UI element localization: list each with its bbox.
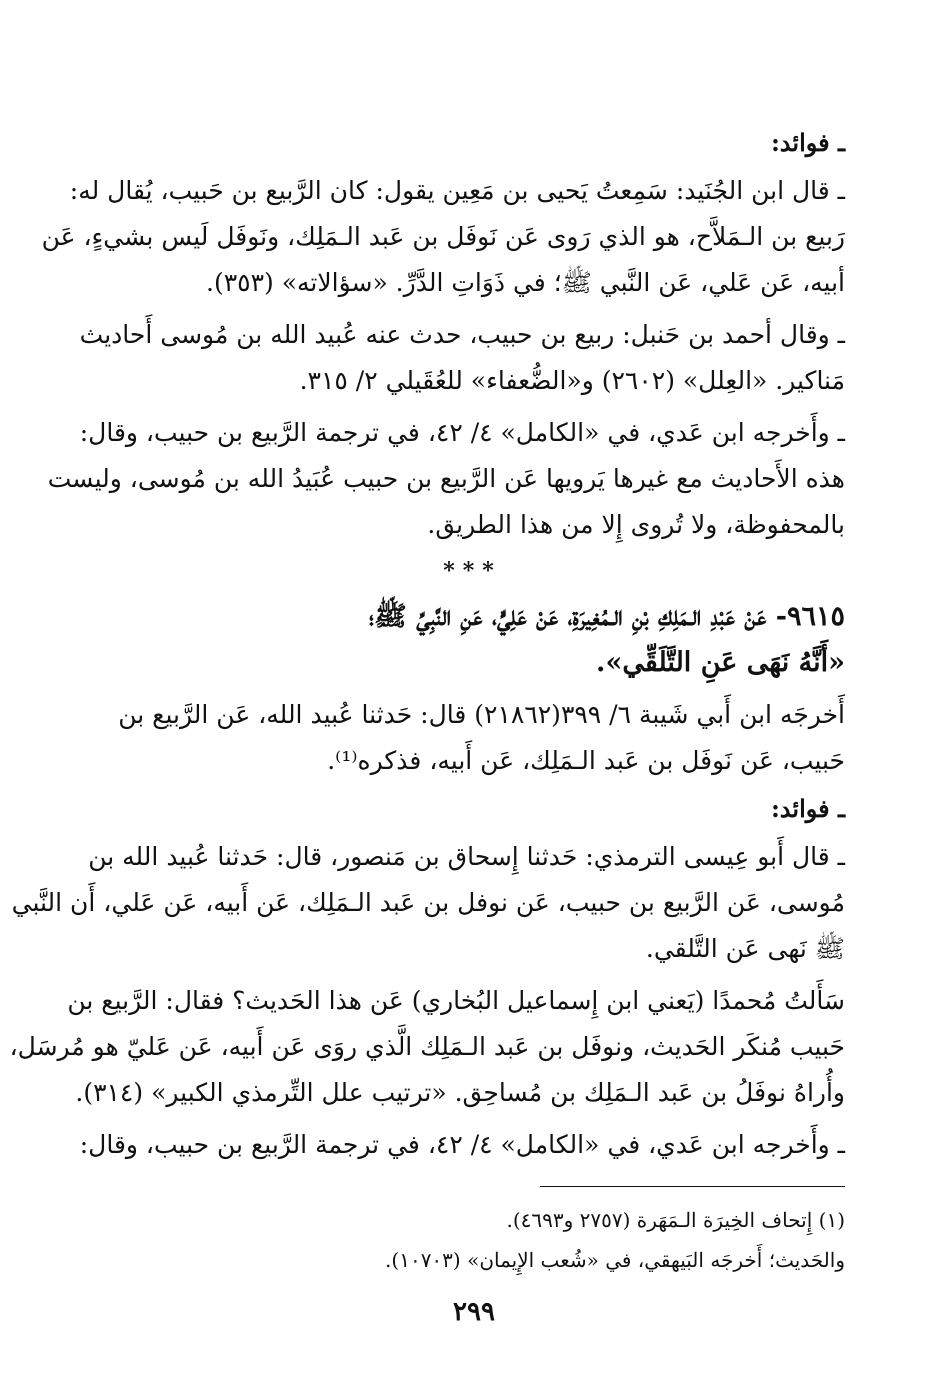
text-line: ـ وأَخرجه ابن عَدي، في «الكامل» ٤/ ٤٢، في ترجمة الرَّبيع بن حبيب، وقال: xyxy=(79,1130,845,1159)
text-line: حَبيب مُنكَر الحَديث، ونوفَل بن عَبد الـمَلِك الَّذي روَى عَن أَبيه، عَن عَليّ هو مُرسَل، xyxy=(9,1032,845,1061)
paragraph-ahmad-ibn-hanbal xyxy=(79,312,845,404)
text-line: سَأَلتُ مُحمدًا (يَعني ابن إِسماعيل البُخاري) عَن هذا الحَديث؟ فقال: الرَّبيع بن xyxy=(67,986,845,1015)
section-heading-benefits: ـ فوائد: xyxy=(770,128,845,157)
text-line: مَناكير. «العِلل» (٢٦٠٢) و«الضُّعفاء» للعُقَيلي ٢/ ٣١٥. xyxy=(299,366,845,395)
text-line: ﷺ نَهى عَن التَّلقي. xyxy=(645,934,845,963)
text-line: ـ وأَخرجه ابن عَدي، في «الكامل» ٤/ ٤٢، في ترجمة الرَّبيع بن حبيب، وقال: xyxy=(79,418,845,447)
text-line: رَبيع بن الـمَلاَّح، هو الذي رَوى عَن نَوفَل بن عَبد الـمَلِك، ونَوفَل لَيس بشيءٍ، عَن xyxy=(41,222,845,251)
hadith-line: «أَنَّهُ نَهَى عَنِ التَّلَقِّي». xyxy=(596,647,845,678)
paragraph-takhrij xyxy=(100,692,845,784)
paragraph-ibn-adi xyxy=(47,410,845,548)
text-line: حَبيب، عَن نَوفَل بن عَبد الـمَلِك، عَن أَبيه، فذكره⁽¹⁾. xyxy=(327,746,845,775)
text-line: ـ قال أَبو عِيسى الترمذي: حَدثنا إِسحاق بن مَنصور، قال: حَدثنا عُبيد الله بن xyxy=(88,842,845,871)
section-separator: *** xyxy=(443,558,502,584)
page-body xyxy=(9,118,845,1168)
paragraph-tirmidhi xyxy=(11,834,845,972)
text-line: مُوسى، عَن الرَّبيع بن حبيب، عَن نوفل بن عَبد الـمَلِك، عَن أَبيه، عَن عَلي، أَن النَّبي xyxy=(11,888,845,917)
hadith-text xyxy=(100,594,845,686)
text-line: أَخرجَه ابن أَبي شَيبة ٦/ ٣٩٩(٢١٨٦٢) قال: حَدثنا عُبيد الله، عَن الرَّبيع بن xyxy=(118,700,845,729)
text-line: أبيه، عَن عَلي، عَن النَّبي ﷺ؛ في ذَوَاتِ الدَّرِّ. «سؤالاته» (٣٥٣). xyxy=(206,268,845,297)
hadith-line: ٩٦١٥- عَنْ عَبْدِ الـمَلِكِ بْنِ الـمُغِيرَةِ، عَنْ عَلِيٍّ، عَنِ النَّبِيِّ ﷺ؛ xyxy=(368,601,845,632)
footnote-divider xyxy=(540,1186,845,1187)
page-number: ٢٩٩ xyxy=(453,1297,495,1327)
text-line: وأُراهُ نوفَلُ بن عَبد الـمَلِك بن مُساحِق. «ترتيب علل التِّرمذي الكبير» (٣١٤). xyxy=(75,1078,845,1107)
text-line: هذه الأَحاديث مع غيرها يَرويها عَن الرَّبيع بن حبيب عُبَيدُ الله بن مُوسى، وليست xyxy=(47,464,845,493)
footnotes xyxy=(100,1200,845,1280)
paragraph-ibn-adi-2 xyxy=(79,1122,845,1168)
text-line: بالمحفوظة، ولا تُروى إِلا من هذا الطريق. xyxy=(427,510,845,539)
paragraph-ibn-junayd xyxy=(41,168,845,306)
footnote-line: والحَديث؛ أَخرجَه البَيهقي، في «شُعب الإِيمان» (١٠٧٠٣). xyxy=(385,1248,845,1272)
section-heading-benefits: ـ فوائد: xyxy=(770,794,845,823)
text-line: ـ قال ابن الجُنَيد: سَمِعتُ يَحيى بن مَعِين يقول: كان الرَّبيع بن حَبيب، يُقال له: xyxy=(69,176,845,205)
footnote-line: (١) إِتحاف الخِيرَة الـمَهَرة (٢٧٥٧ و٤٦٩٣). xyxy=(506,1208,845,1232)
text-line: ـ وقال أحمد بن حَنبل: ربيع بن حبيب، حدث عنه عُبيد الله بن مُوسى أَحاديث xyxy=(79,320,845,349)
paragraph-bukhari-question xyxy=(9,978,845,1116)
